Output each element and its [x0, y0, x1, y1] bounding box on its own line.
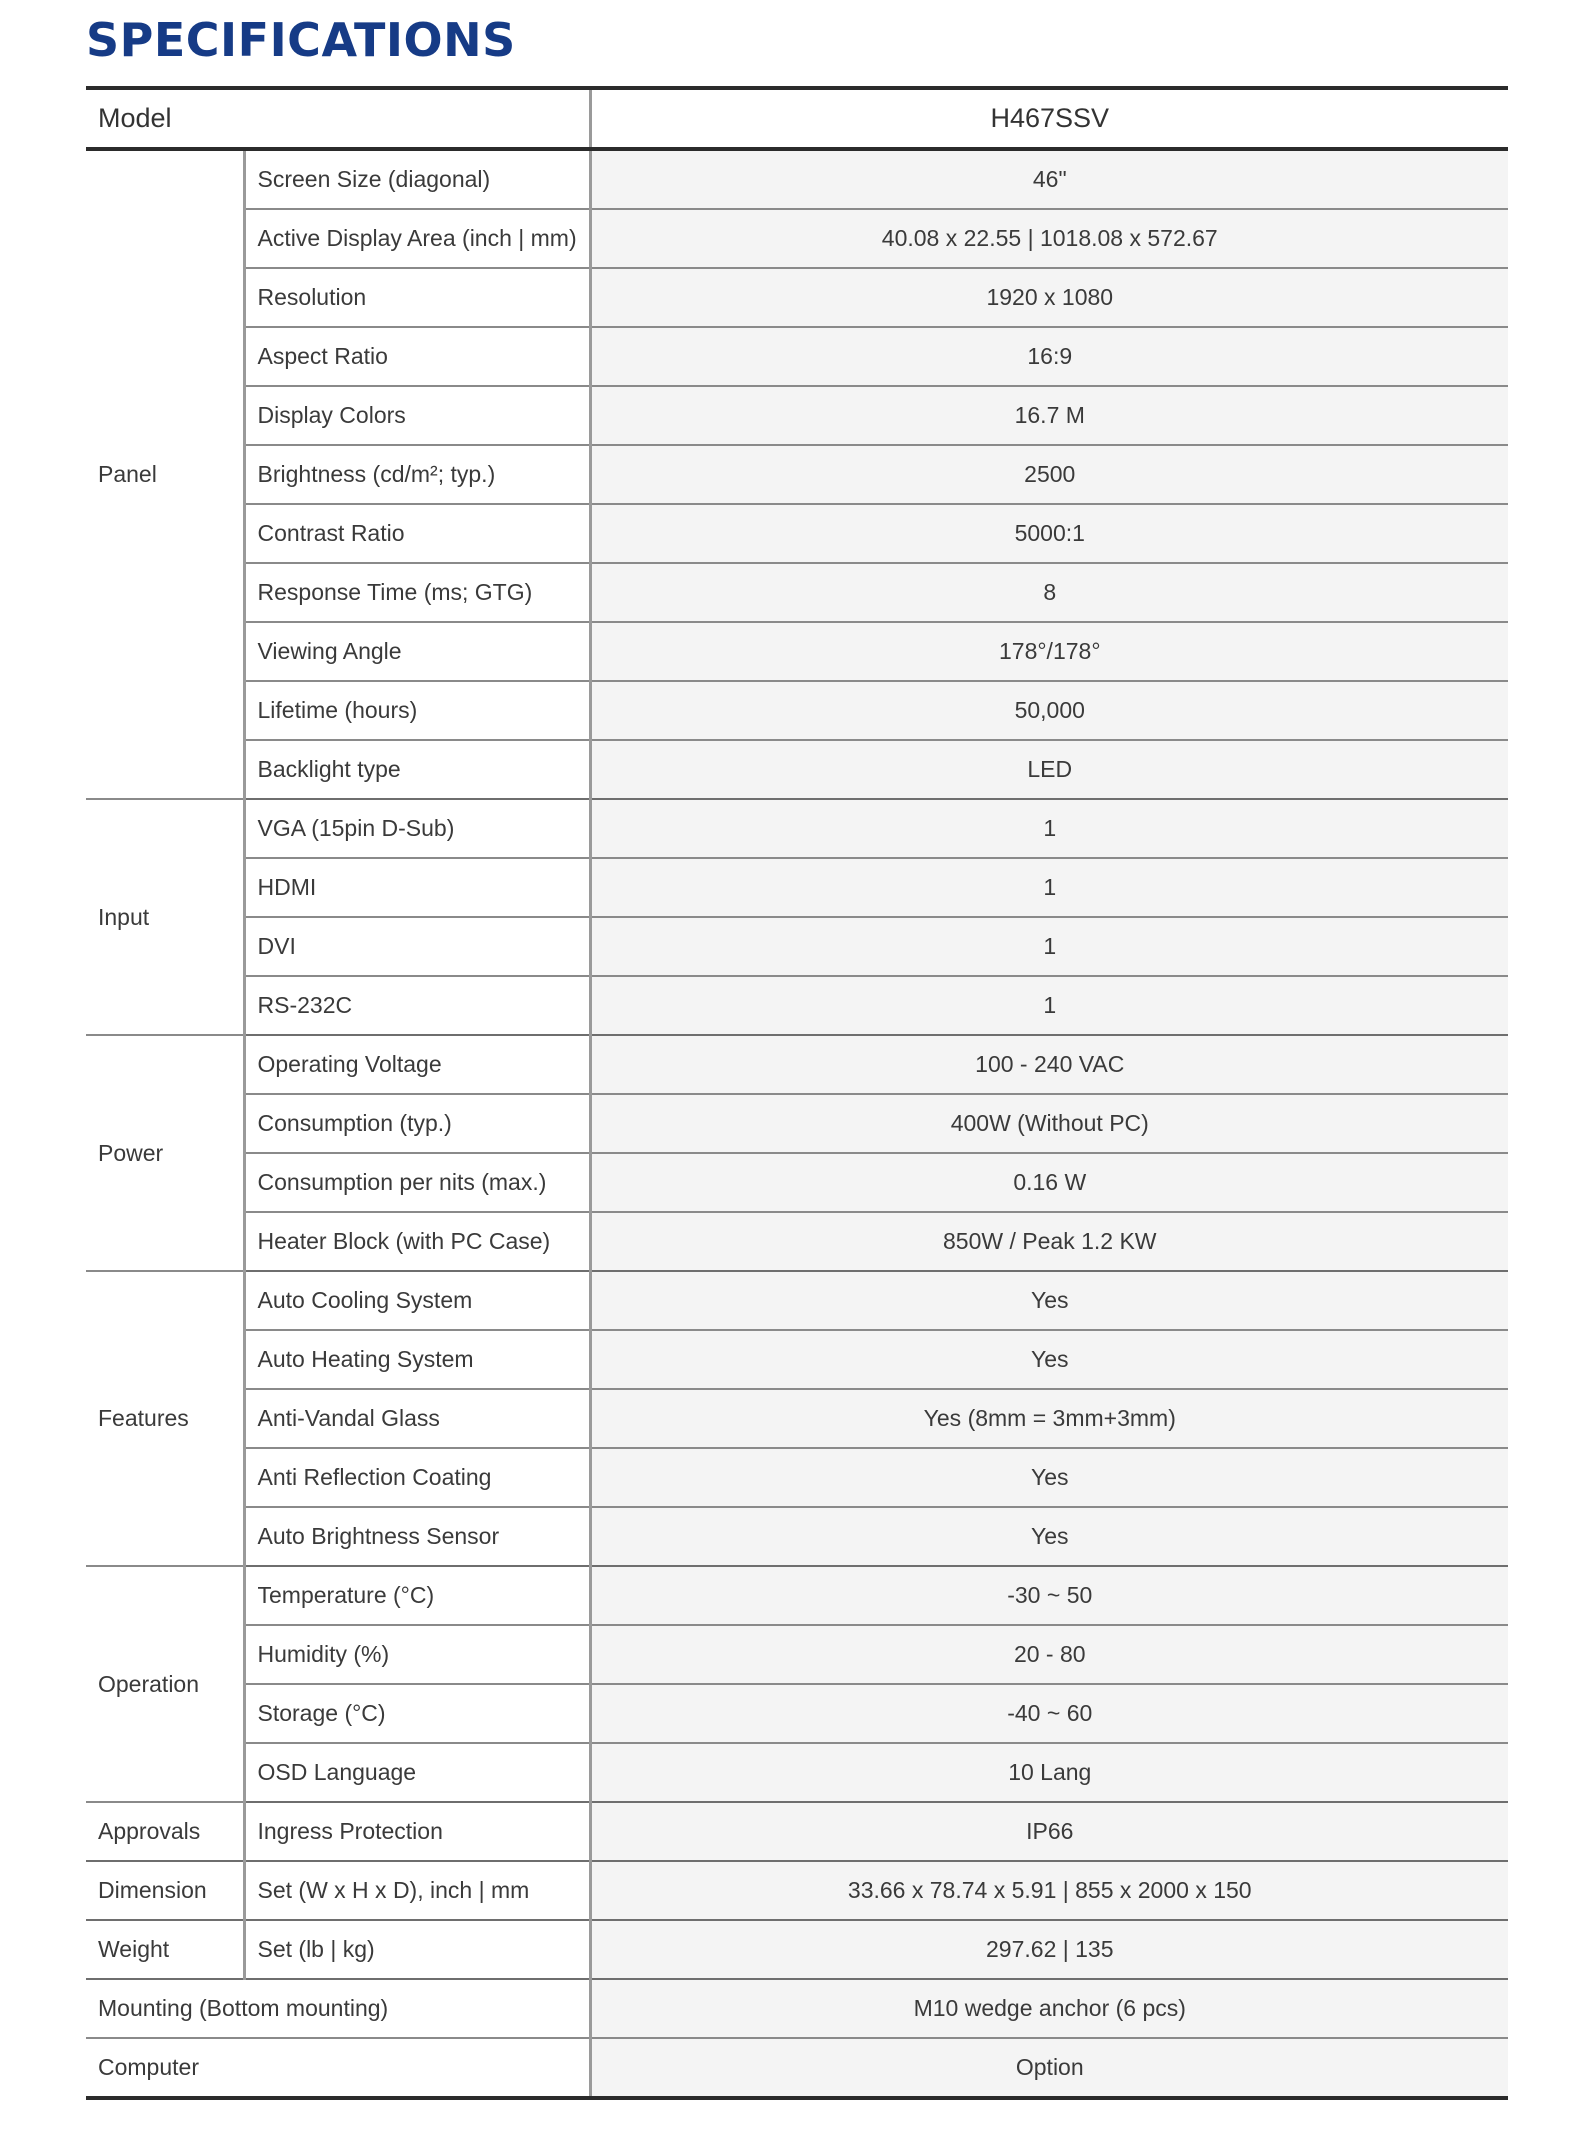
spec-value: Yes (8mm = 3mm+3mm)	[590, 1389, 1508, 1448]
table-row	[86, 445, 1508, 504]
table-row	[86, 622, 1508, 681]
table-row	[86, 976, 1508, 1035]
spec-label: Contrast Ratio	[244, 504, 590, 563]
table-row	[86, 858, 1508, 917]
spec-value: 1	[590, 858, 1508, 917]
spec-label: Screen Size (diagonal)	[244, 149, 590, 209]
spec-label: Active Display Area (inch | mm)	[244, 209, 590, 268]
spec-label: HDMI	[244, 858, 590, 917]
group-label: Weight	[86, 1920, 244, 1979]
table-row	[86, 327, 1508, 386]
spec-label: Consumption per nits (max.)	[244, 1153, 590, 1212]
spec-label: Resolution	[244, 268, 590, 327]
group-label: Panel	[86, 149, 244, 799]
spec-value: M10 wedge anchor (6 pcs)	[590, 1979, 1508, 2038]
spec-label: Brightness (cd/m²; typ.)	[244, 445, 590, 504]
table-header-row	[86, 88, 1508, 149]
table-row	[86, 1094, 1508, 1153]
spec-value: Yes	[590, 1330, 1508, 1389]
spec-value: 178°/178°	[590, 622, 1508, 681]
table-row	[86, 563, 1508, 622]
spec-label: Set (W x H x D), inch | mm	[244, 1861, 590, 1920]
spec-label: Viewing Angle	[244, 622, 590, 681]
table-row	[86, 386, 1508, 445]
spec-value: 46"	[590, 149, 1508, 209]
spec-label: Set (lb | kg)	[244, 1920, 590, 1979]
specifications-table	[86, 86, 1508, 2100]
spec-value: 40.08 x 22.55 | 1018.08 x 572.67	[590, 209, 1508, 268]
spec-label: Aspect Ratio	[244, 327, 590, 386]
spec-value: 850W / Peak 1.2 KW	[590, 1212, 1508, 1271]
table-row	[86, 1684, 1508, 1743]
spec-value: 1	[590, 976, 1508, 1035]
spec-value: 20 - 80	[590, 1625, 1508, 1684]
table-row	[86, 1212, 1508, 1271]
spec-value: 400W (Without PC)	[590, 1094, 1508, 1153]
table-row	[86, 1389, 1508, 1448]
spec-value: IP66	[590, 1802, 1508, 1861]
table-row	[86, 149, 1508, 209]
table-row	[86, 1153, 1508, 1212]
table-row	[86, 1271, 1508, 1330]
table-row	[86, 1743, 1508, 1802]
spec-value: 2500	[590, 445, 1508, 504]
group-label: Features	[86, 1271, 244, 1566]
table-row	[86, 209, 1508, 268]
spec-value: -40 ~ 60	[590, 1684, 1508, 1743]
spec-value: LED	[590, 740, 1508, 799]
model-label: Model	[86, 88, 590, 149]
table-row	[86, 1861, 1508, 1920]
spec-value: 100 - 240 VAC	[590, 1035, 1508, 1094]
spec-value: 297.62 | 135	[590, 1920, 1508, 1979]
table-row	[86, 1507, 1508, 1566]
table-row	[86, 740, 1508, 799]
table-row	[86, 1920, 1508, 1979]
spec-label: Response Time (ms; GTG)	[244, 563, 590, 622]
spec-label: Auto Cooling System	[244, 1271, 590, 1330]
spec-value: 10 Lang	[590, 1743, 1508, 1802]
spec-value: Yes	[590, 1271, 1508, 1330]
spec-label: Backlight type	[244, 740, 590, 799]
spec-label: Computer	[86, 2038, 590, 2098]
group-label: Approvals	[86, 1802, 244, 1861]
spec-label: Storage (°C)	[244, 1684, 590, 1743]
table-row	[86, 2038, 1508, 2098]
spec-label: Mounting (Bottom mounting)	[86, 1979, 590, 2038]
spec-label: Lifetime (hours)	[244, 681, 590, 740]
spec-value: 50,000	[590, 681, 1508, 740]
spec-label: RS-232C	[244, 976, 590, 1035]
spec-label: Temperature (°C)	[244, 1566, 590, 1625]
spec-value: 0.16 W	[590, 1153, 1508, 1212]
specifications-body	[86, 88, 1508, 2098]
spec-label: VGA (15pin D-Sub)	[244, 799, 590, 858]
table-row	[86, 917, 1508, 976]
spec-value: 1	[590, 917, 1508, 976]
table-row	[86, 1979, 1508, 2038]
group-label: Dimension	[86, 1861, 244, 1920]
table-row	[86, 504, 1508, 563]
table-row	[86, 1802, 1508, 1861]
spec-label: Anti Reflection Coating	[244, 1448, 590, 1507]
spec-value: Yes	[590, 1507, 1508, 1566]
spec-value: 16.7 M	[590, 386, 1508, 445]
table-row	[86, 1330, 1508, 1389]
spec-label: Operating Voltage	[244, 1035, 590, 1094]
table-row	[86, 1625, 1508, 1684]
table-row	[86, 1566, 1508, 1625]
spec-value: Yes	[590, 1448, 1508, 1507]
group-label: Operation	[86, 1566, 244, 1802]
table-row	[86, 681, 1508, 740]
table-row	[86, 1448, 1508, 1507]
spec-value: Option	[590, 2038, 1508, 2098]
table-row	[86, 268, 1508, 327]
spec-label: Heater Block (with PC Case)	[244, 1212, 590, 1271]
spec-label: Auto Heating System	[244, 1330, 590, 1389]
group-label: Input	[86, 799, 244, 1035]
spec-value: 1920 x 1080	[590, 268, 1508, 327]
spec-label: Ingress Protection	[244, 1802, 590, 1861]
spec-value: -30 ~ 50	[590, 1566, 1508, 1625]
spec-label: Anti-Vandal Glass	[244, 1389, 590, 1448]
spec-label: OSD Language	[244, 1743, 590, 1802]
spec-value: 5000:1	[590, 504, 1508, 563]
spec-value: 16:9	[590, 327, 1508, 386]
spec-value: 33.66 x 78.74 x 5.91 | 855 x 2000 x 150	[590, 1861, 1508, 1920]
table-row	[86, 1035, 1508, 1094]
spec-label: Consumption (typ.)	[244, 1094, 590, 1153]
page-title: SPECIFICATIONS	[86, 13, 516, 67]
spec-label: DVI	[244, 917, 590, 976]
group-label: Power	[86, 1035, 244, 1271]
spec-label: Display Colors	[244, 386, 590, 445]
table-row	[86, 799, 1508, 858]
spec-value: 8	[590, 563, 1508, 622]
model-value: H467SSV	[590, 88, 1508, 149]
spec-value: 1	[590, 799, 1508, 858]
spec-label: Auto Brightness Sensor	[244, 1507, 590, 1566]
spec-label: Humidity (%)	[244, 1625, 590, 1684]
